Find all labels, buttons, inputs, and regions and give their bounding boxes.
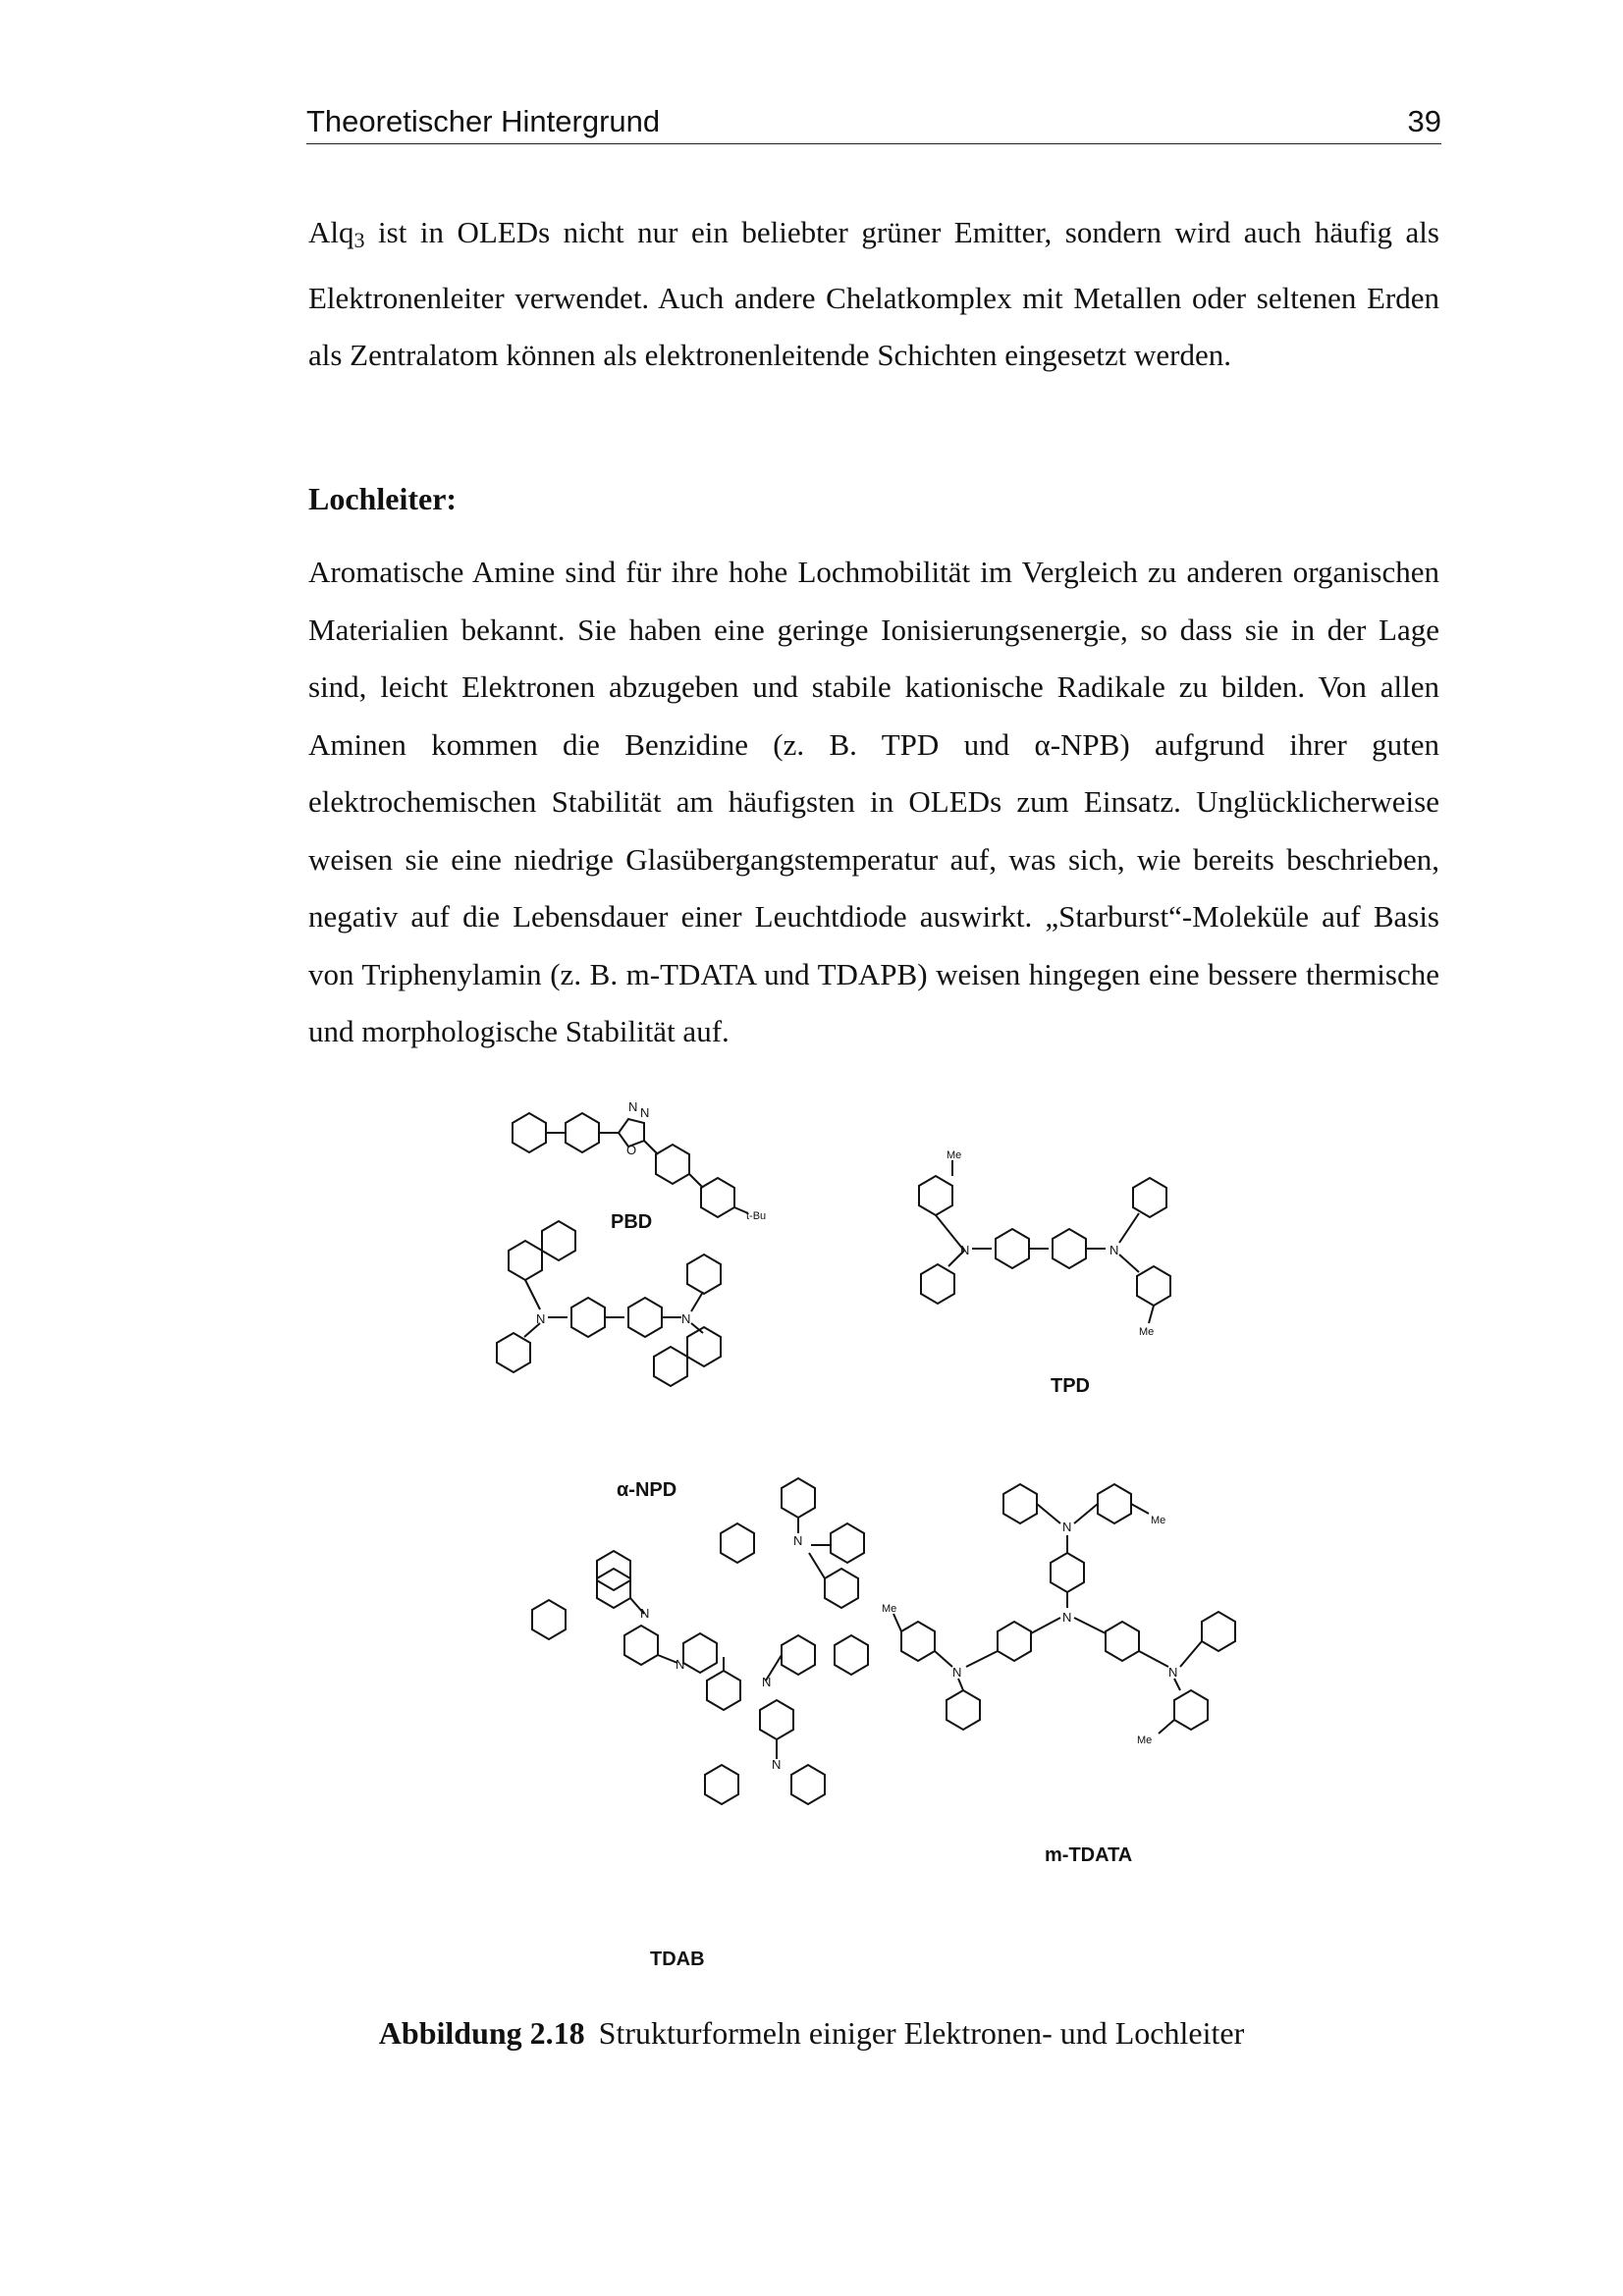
- atom-n-tpd-2: N: [1109, 1243, 1119, 1257]
- label-pbd: PBD: [611, 1211, 653, 1233]
- page-number: 39: [1407, 104, 1441, 138]
- caption-text: Strukturformeln einiger Elektronen- und Lochleiter: [598, 2015, 1245, 2051]
- figure-structures: [481, 1092, 1267, 1975]
- section-title: Theoretischer Hintergrund: [306, 104, 661, 138]
- paragraph-alq3-text: ist in OLEDs nicht nur ein beliebter grüner Emitter, sondern wird auch häufig als Elektronenleiter verwendet. Auch andere Chelatkomplex mit Metallen oder seltenen Erden als Zentralatom können als elektronenleitende Schichten eingesetzt werden.: [308, 215, 1439, 372]
- atom-n-mtdata-4: N: [1168, 1665, 1178, 1680]
- atom-me-mtdata-1: Me: [1151, 1515, 1166, 1526]
- caption-number: Abbildung 2.18: [378, 2015, 585, 2051]
- label-anpd: α-NPD: [617, 1479, 677, 1501]
- atom-n-tdab-2: N: [640, 1606, 650, 1621]
- structures-drawing: [481, 1092, 1267, 1975]
- atom-n-anpd-2: N: [681, 1311, 691, 1326]
- atom-n-mtdata-2: N: [1062, 1610, 1072, 1625]
- molecule-anpd: [497, 1221, 721, 1386]
- alq-lead: Alq: [308, 215, 354, 249]
- label-tpd: TPD: [1051, 1375, 1090, 1397]
- atom-me-mtdata-3: Me: [1137, 1735, 1153, 1746]
- atom-n-pbd-1: N: [628, 1099, 638, 1114]
- paragraph-lochleiter: Aromatische Amine sind für ihre hohe Lochmobilität im Vergleich zu anderen organischen Materialien bekannt. Sie haben eine geringe Ionisierungsenergie, so dass sie in der Lage sind, leicht Elektronen abzugeben und stabile kationische Radikale zu bilden. Von allen Aminen kommen die Benzidine (z. B. TPD und α-NPB) aufgrund ihrer guten elektrochemischen Stabilität am häufigsten in OLEDs zum Einsatz. Unglücklicherweise weisen sie eine niedrige Glasübergangstemperatur auf, was sich, wie bereits beschrieben, negativ auf die Lebensdauer einer Leuchtdiode auswirkt. „Starburst“-Moleküle auf Basis von Triphenylamin (z. B. m-TDATA und TDAPB) weisen hingegen eine bessere thermische und morphologische Stabilität auf.: [308, 555, 1439, 1048]
- section-heading-lochleiter: Lochleiter:: [308, 481, 458, 516]
- atom-me-tpd-2: Me: [1139, 1326, 1155, 1338]
- atom-n-mtdata-1: N: [1062, 1520, 1072, 1534]
- atom-n-tdab-4: N: [762, 1675, 772, 1689]
- molecule-tdab: [532, 1478, 868, 1804]
- label-tdab: TDAB: [650, 1949, 705, 1970]
- molecule-tpd: [919, 1160, 1170, 1323]
- alq-subscript: 3: [353, 228, 365, 252]
- atom-n-anpd-1: N: [536, 1311, 546, 1326]
- atom-me-mtdata-2: Me: [882, 1603, 897, 1615]
- atom-n-tdab-5: N: [772, 1757, 782, 1772]
- atom-o-pbd: O: [626, 1143, 637, 1157]
- figure-caption: [0, 2015, 1623, 2052]
- atom-n-pbd-2: N: [640, 1105, 650, 1120]
- paragraph-alq3: [308, 204, 1439, 385]
- atom-tbu: t-Bu: [746, 1210, 767, 1222]
- label-mtdata: m-TDATA: [1045, 1844, 1133, 1866]
- atom-n-mtdata-3: N: [952, 1665, 962, 1680]
- atom-me-tpd-1: Me: [947, 1149, 962, 1161]
- atom-n-tdab-1: N: [793, 1533, 803, 1548]
- atom-n-tpd-1: N: [960, 1243, 970, 1257]
- atom-n-tdab-3: N: [676, 1657, 685, 1672]
- running-header: [306, 94, 1441, 144]
- molecule-pbd: [513, 1113, 748, 1217]
